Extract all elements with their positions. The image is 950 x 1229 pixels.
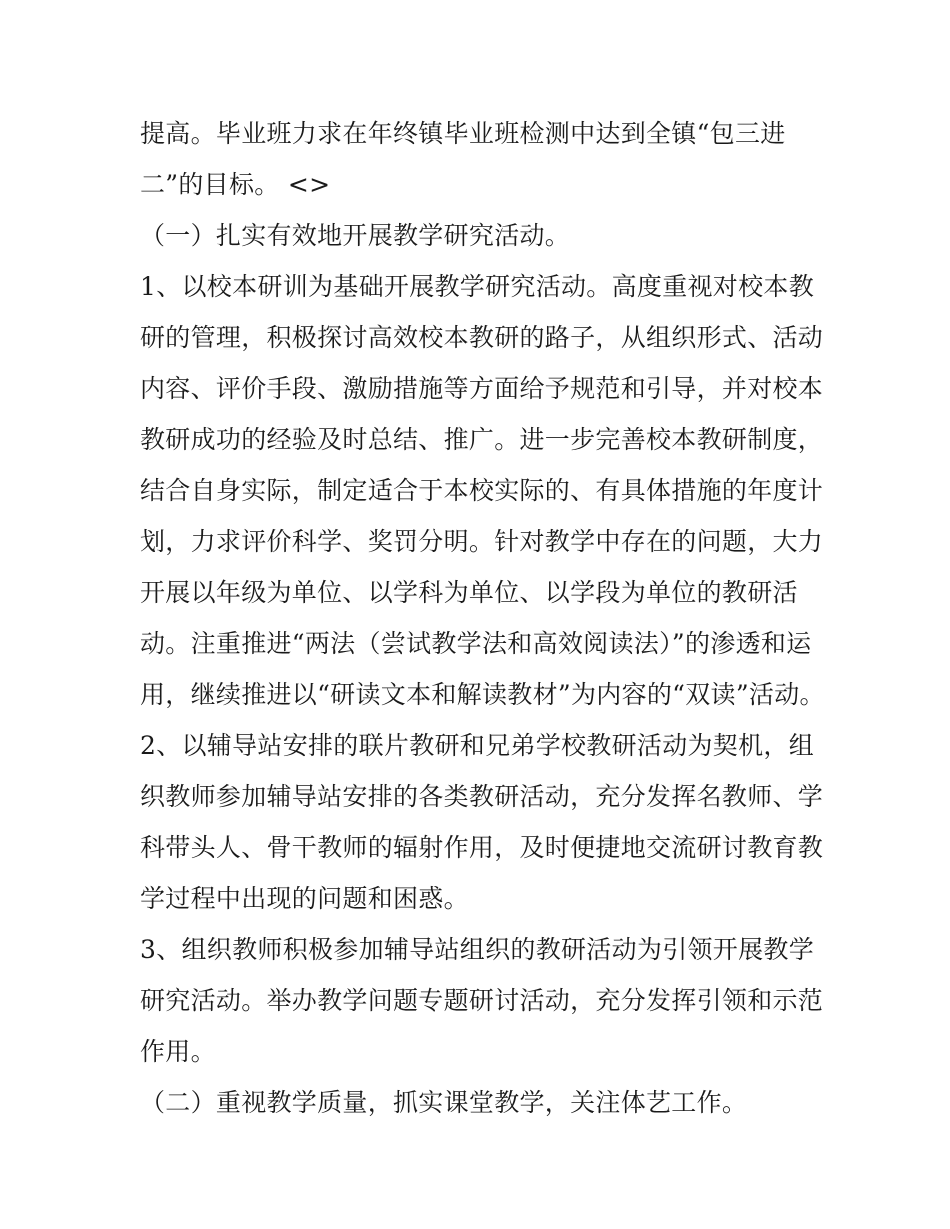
- text-line: 科带头人、骨干教师的辐射作用，及时便捷地交流研讨教育教: [140, 833, 824, 862]
- text-line: 二”的目标。 <>: [140, 170, 331, 199]
- text-line: 划，力求评价科学、奖罚分明。针对教学中存在的问题，大力: [140, 527, 824, 556]
- text-line: 研究活动。举办教学问题专题研讨活动，充分发挥引领和示范: [140, 986, 824, 1015]
- text-line: 结合自身实际，制定适合于本校实际的、有具体措施的年度计: [140, 476, 824, 505]
- text-line: 作用。: [140, 1037, 216, 1066]
- text-line: 织教师参加辅导站安排的各类教研活动，充分发挥名教师、学: [140, 782, 824, 811]
- text-line: 开展以年级为单位、以学科为单位、以学段为单位的教研活: [140, 578, 798, 607]
- text-line: 内容、评价手段、激励措施等方面给予规范和引导，并对校本: [140, 374, 824, 403]
- text-line: 教研成功的经验及时总结、推广。进一步完善校本教研制度，: [140, 425, 824, 454]
- document-body: [140, 108, 825, 1128]
- section-heading: （二）重视教学质量，抓实课堂教学，关注体艺工作。: [140, 1088, 748, 1117]
- text-line: 提高。毕业班力求在年终镇毕业班检测中达到全镇“包三进: [140, 119, 786, 148]
- text-line: 3、组织教师积极参加辅导站组织的教研活动为引领开展教学: [140, 935, 815, 964]
- text-line: 2、以辅导站安排的联片教研和兄弟学校教研活动为契机，组: [140, 731, 815, 760]
- text-line: 研的管理，积极探讨高效校本教研的路子，从组织形式、活动: [140, 323, 824, 352]
- section-heading: （一）扎实有效地开展教学研究活动。: [140, 221, 571, 250]
- text-line: 用，继续推进以“研读文本和解读教材”为内容的“双读”活动。: [140, 680, 825, 709]
- text-line: 动。注重推进“两法（尝试教学法和高效阅读法）”的渗透和运: [140, 629, 812, 658]
- text-line: 1、以校本研训为基础开展教学研究活动。高度重视对校本教: [140, 272, 815, 301]
- text-line: 学过程中出现的问题和困惑。: [140, 884, 469, 913]
